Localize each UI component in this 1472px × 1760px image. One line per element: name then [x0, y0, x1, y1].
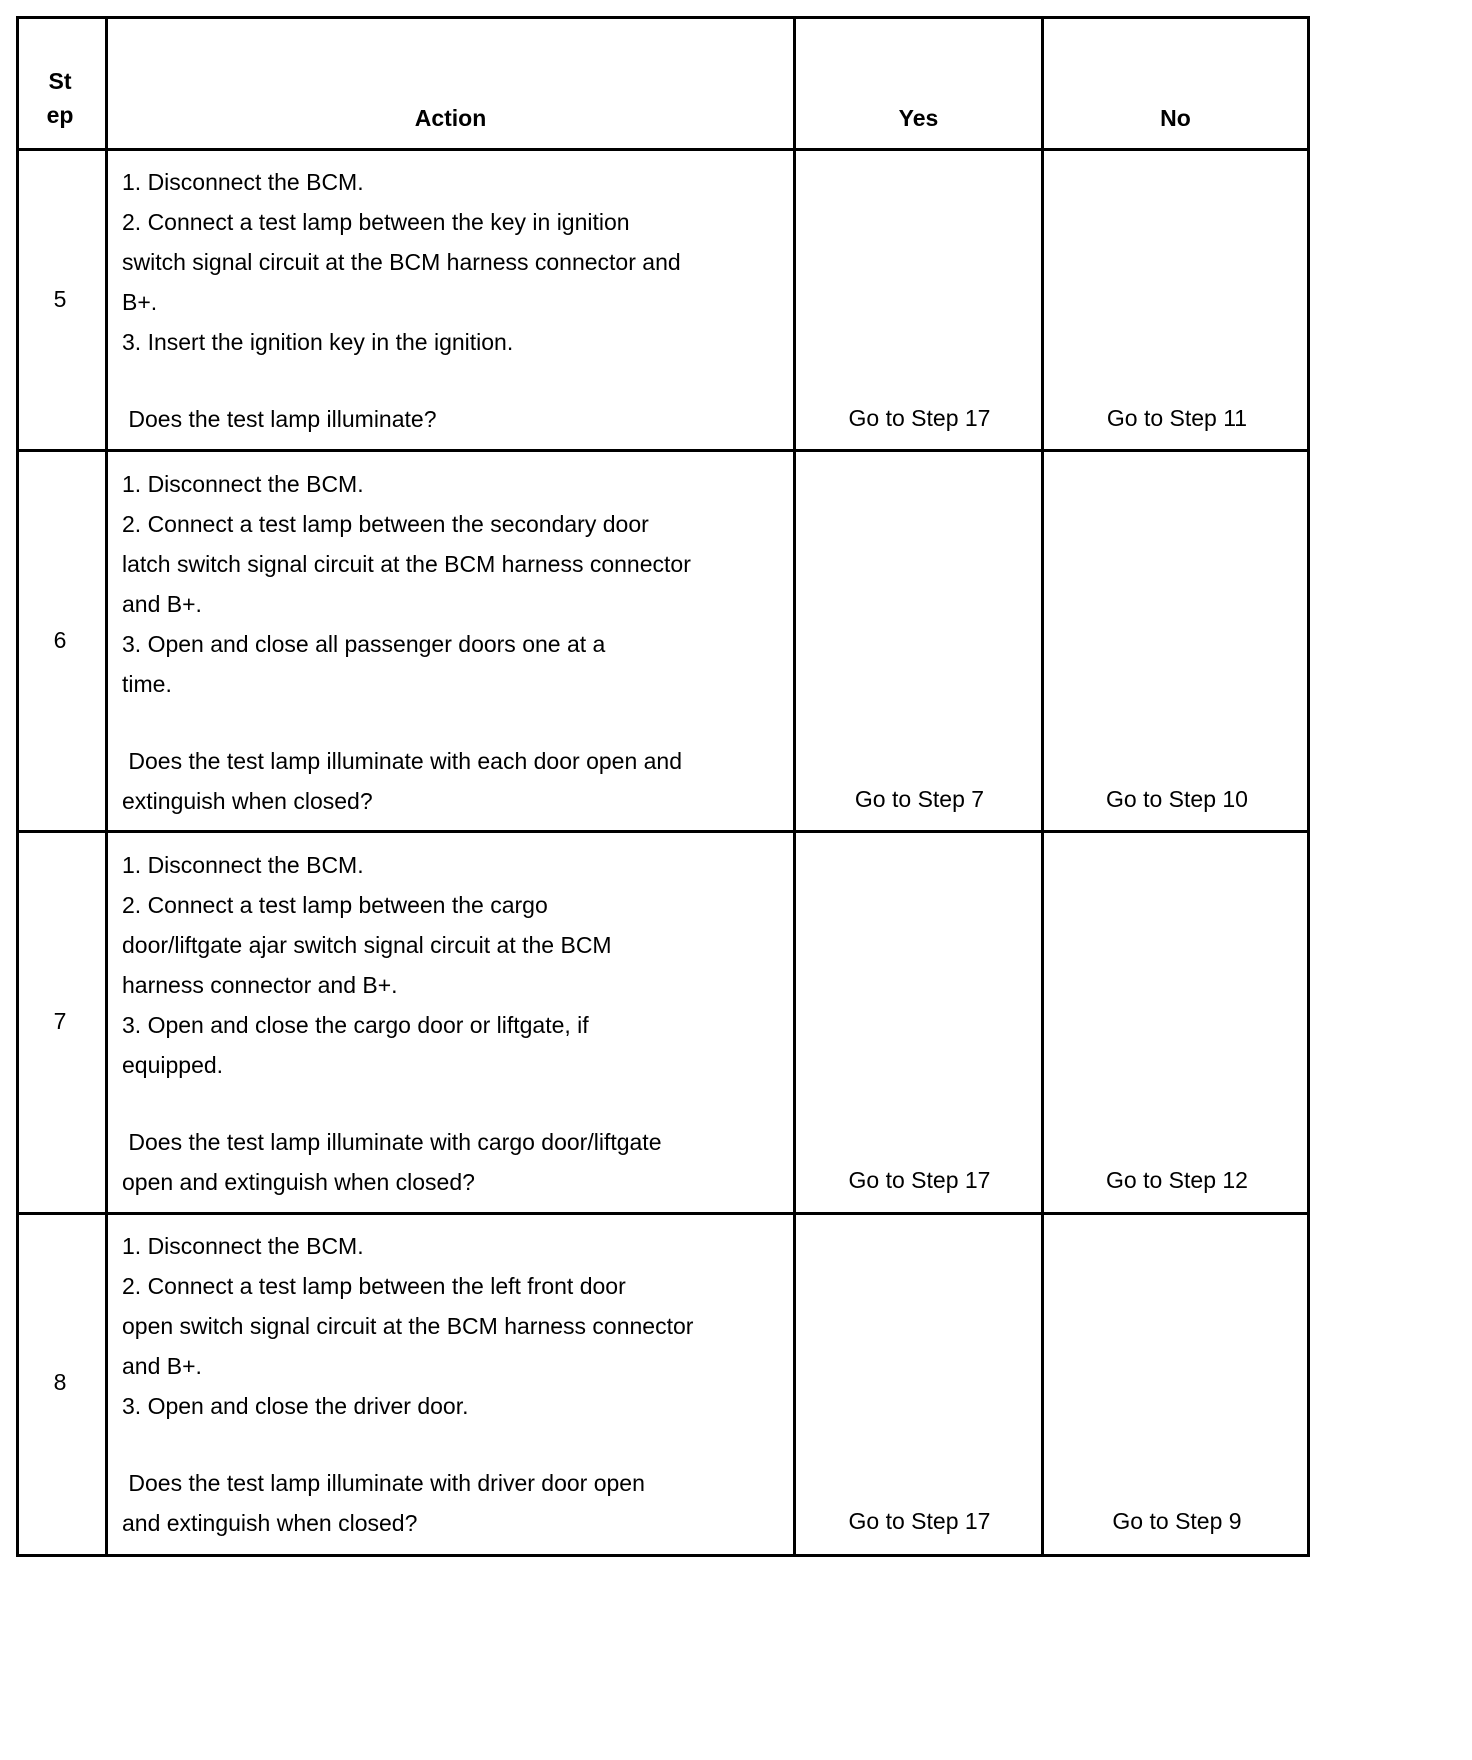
action-line: open switch signal circuit at the BCM harness connector [122, 1313, 694, 1339]
step-number: 6 [53, 627, 67, 653]
action-line: 1. Disconnect the BCM. [122, 471, 364, 497]
no-result: Go to Step 9 [1112, 1508, 1242, 1534]
action-line: 3. Open and close all passenger doors one at a [122, 631, 606, 657]
action-cell [122, 464, 802, 821]
header-divider [16, 148, 1310, 151]
table-border-left [16, 16, 19, 1557]
action-line: time. [122, 671, 172, 697]
yes-result: Go to Step 7 [854, 786, 985, 812]
action-line: 2. Connect a test lamp between the secondary door [122, 511, 649, 537]
action-question: open and extinguish when closed? [122, 1169, 475, 1195]
action-line: and B+. [122, 1353, 202, 1379]
action-line: 3. Insert the ignition key in the ignition. [122, 329, 514, 355]
action-line: 2. Connect a test lamp between the key in ignition [122, 209, 630, 235]
yes-result: Go to Step 17 [848, 1508, 991, 1534]
table-border-bottom [16, 1554, 1310, 1557]
row-divider-2 [16, 830, 1310, 833]
action-cell [122, 162, 802, 439]
header-step [16, 64, 104, 132]
action-question: and extinguish when closed? [122, 1510, 418, 1536]
action-line: latch switch signal circuit at the BCM harness connector [122, 551, 691, 577]
yes-result: Go to Step 17 [848, 405, 991, 431]
action-line: and B+. [122, 591, 202, 617]
action-line: B+. [122, 289, 158, 315]
step-number: 7 [53, 1008, 67, 1034]
action-line: 2. Connect a test lamp between the cargo [122, 892, 548, 918]
action-question: Does the test lamp illuminate with driver door open [122, 1470, 645, 1496]
column-divider-step [105, 16, 108, 1557]
header-step-line2: ep [46, 102, 74, 128]
table-border-top [16, 16, 1310, 19]
step-number: 5 [53, 286, 67, 312]
action-line: switch signal circuit at the BCM harness connector and [122, 249, 681, 275]
action-line: equipped. [122, 1052, 224, 1078]
action-line: 1. Disconnect the BCM. [122, 169, 364, 195]
header-no: No [1160, 105, 1191, 131]
action-line: door/liftgate ajar switch signal circuit at the BCM [122, 932, 612, 958]
no-result: Go to Step 10 [1106, 786, 1248, 812]
action-cell [122, 845, 802, 1202]
no-result: Go to Step 12 [1106, 1167, 1248, 1193]
action-line: 1. Disconnect the BCM. [122, 852, 364, 878]
action-question: Does the test lamp illuminate? [122, 406, 437, 432]
action-line: harness connector and B+. [122, 972, 398, 998]
yes-result: Go to Step 17 [848, 1167, 991, 1193]
action-line: 3. Open and close the driver door. [122, 1393, 469, 1419]
header-yes: Yes [898, 105, 939, 131]
row-divider-1 [16, 449, 1310, 452]
action-line: 1. Disconnect the BCM. [122, 1233, 364, 1259]
action-question: Does the test lamp illuminate with each door open and [122, 748, 682, 774]
action-question: extinguish when closed? [122, 788, 373, 814]
action-line: 2. Connect a test lamp between the left front door [122, 1273, 626, 1299]
step-number: 8 [53, 1369, 67, 1395]
header-action: Action [414, 105, 487, 131]
action-cell [122, 1226, 802, 1543]
row-divider-3 [16, 1212, 1310, 1215]
action-question: Does the test lamp illuminate with cargo door/liftgate [122, 1129, 662, 1155]
action-line: 3. Open and close the cargo door or liftgate, if [122, 1012, 589, 1038]
no-result: Go to Step 11 [1106, 405, 1248, 431]
header-step-line1: St [48, 68, 72, 94]
